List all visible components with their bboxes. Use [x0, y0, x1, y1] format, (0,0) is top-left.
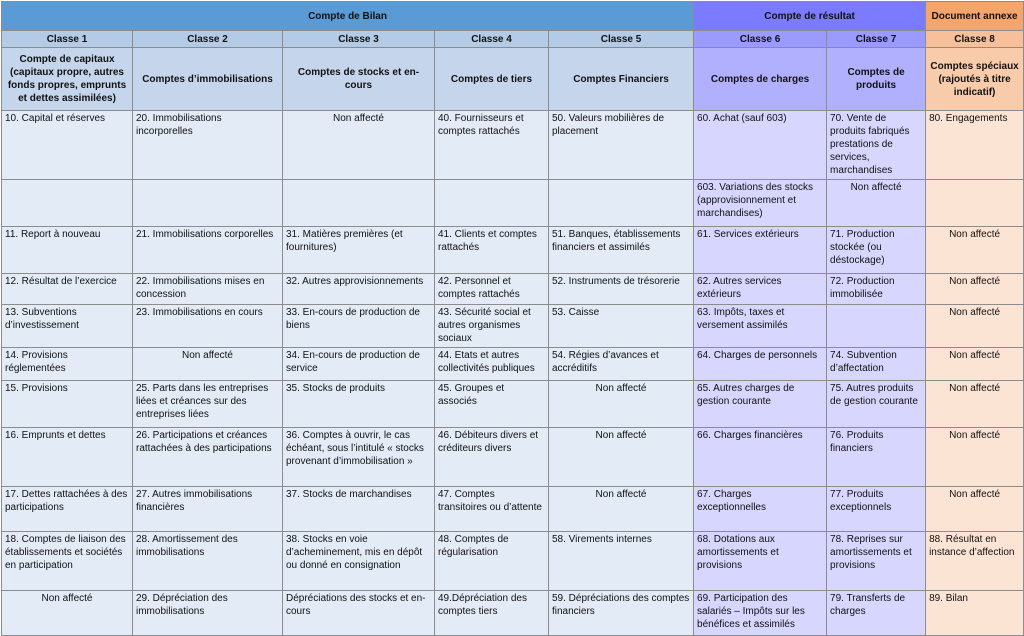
account-cell-class-7: 76. Produits financiers: [827, 428, 926, 487]
account-cell-class-3: 38. Stocks en voie d’acheminement, mis en dépôt ou donné en consignation: [283, 532, 435, 591]
account-cell-class-8: [926, 180, 1024, 227]
account-cell-class-3: 37. Stocks de marchandises: [283, 487, 435, 532]
account-cell-class-1: 12. Résultat de l’exercice: [2, 274, 133, 305]
account-cell-class-3: 33. En-cours de production de biens: [283, 305, 435, 348]
account-cell-class-1: 13. Subventions d’investissement: [2, 305, 133, 348]
account-cell-class-3: [283, 180, 435, 227]
account-row: [2, 381, 1024, 428]
account-cell-class-5: Non affecté: [549, 381, 694, 428]
account-cell-class-6: 63. Impôts, taxes et versement assimilés: [694, 305, 827, 348]
class-2-title: Comptes d’immobilisations: [133, 48, 283, 111]
account-cell-class-2: 26. Participations et créances rattachées à des participations: [133, 428, 283, 487]
account-cell-class-4: 47. Comptes transitoires ou d’attente: [435, 487, 549, 532]
account-cell-class-7: 77. Produits exceptionnels: [827, 487, 926, 532]
chart-of-accounts-table: [1, 1, 1024, 636]
account-cell-class-8: Non affecté: [926, 487, 1024, 532]
account-cell-class-8: Non affecté: [926, 348, 1024, 381]
account-row: [2, 348, 1024, 381]
account-cell-class-6: 61. Services extérieurs: [694, 227, 827, 274]
account-cell-class-1: 15. Provisions: [2, 381, 133, 428]
account-cell-class-1: 16. Emprunts et dettes: [2, 428, 133, 487]
class-1-title: Compte de capitaux (capitaux propre, autres fonds propres, emprunts et dettes assimilées): [2, 48, 133, 111]
account-cell-class-5: 52. Instruments de trésorerie: [549, 274, 694, 305]
account-row: [2, 274, 1024, 305]
account-row: [2, 111, 1024, 180]
account-cell-class-4: 46. Débiteurs divers et créditeurs divers: [435, 428, 549, 487]
account-cell-class-7: 72. Production immobilisée: [827, 274, 926, 305]
account-cell-class-6: 68. Dotations aux amortissements et provisions: [694, 532, 827, 591]
class-6-title: Comptes de charges: [694, 48, 827, 111]
account-cell-class-8: Non affecté: [926, 305, 1024, 348]
account-cell-class-4: 45. Groupes et associés: [435, 381, 549, 428]
account-cell-class-5: 51. Banques, établissements financiers et assimilés: [549, 227, 694, 274]
account-cell-class-3: 32. Autres approvisionnements: [283, 274, 435, 305]
account-row: [2, 591, 1024, 636]
class-7-title: Comptes de produits: [827, 48, 926, 111]
group-annexe: Document annexe: [926, 2, 1024, 31]
account-row: [2, 227, 1024, 274]
account-cell-class-8: Non affecté: [926, 274, 1024, 305]
account-cell-class-5: 53. Caisse: [549, 305, 694, 348]
class-8-header: Classe 8: [926, 31, 1024, 48]
account-cell-class-4: 44. Etats et autres collectivités publiques: [435, 348, 549, 381]
account-cell-class-6: 69. Participation des salariés – Impôts sur les bénéfices et assimilés: [694, 591, 827, 636]
account-cell-class-5: Non affecté: [549, 487, 694, 532]
account-cell-class-8: Non affecté: [926, 428, 1024, 487]
account-cell-class-2: [133, 180, 283, 227]
account-cell-class-5: [549, 180, 694, 227]
account-cell-class-2: 28. Amortissement des immobilisations: [133, 532, 283, 591]
account-cell-class-7: 70. Vente de produits fabriqués prestations de services, marchandises: [827, 111, 926, 180]
account-cell-class-3: 35. Stocks de produits: [283, 381, 435, 428]
account-cell-class-6: 60. Achat (sauf 603): [694, 111, 827, 180]
class-title-row: [2, 48, 1024, 111]
class-5-title: Comptes Financiers: [549, 48, 694, 111]
account-cell-class-6: 66. Charges financières: [694, 428, 827, 487]
account-cell-class-8: 80. Engagements: [926, 111, 1024, 180]
class-8-title: Comptes spéciaux (rajoutés à titre indicatif): [926, 48, 1024, 111]
account-cell-class-4: 48. Comptes de régularisation: [435, 532, 549, 591]
account-cell-class-4: 42. Personnel et comptes rattachés: [435, 274, 549, 305]
account-cell-class-3: Non affecté: [283, 111, 435, 180]
account-cell-class-1: Non affecté: [2, 591, 133, 636]
account-cell-class-1: 10. Capital et réserves: [2, 111, 133, 180]
account-cell-class-1: 17. Dettes rattachées à des participations: [2, 487, 133, 532]
account-row: [2, 305, 1024, 348]
account-cell-class-8: Non affecté: [926, 227, 1024, 274]
account-cell-class-4: 41. Clients et comptes rattachés: [435, 227, 549, 274]
group-bilan: Compte de Bilan: [2, 2, 694, 31]
account-cell-class-2: 20. Immobilisations incorporelles: [133, 111, 283, 180]
account-cell-class-8: 89. Bilan: [926, 591, 1024, 636]
account-cell-class-2: 29. Dépréciation des immobilisations: [133, 591, 283, 636]
account-cell-class-1: 14. Provisions réglementées: [2, 348, 133, 381]
account-cell-class-7: Non affecté: [827, 180, 926, 227]
account-row: [2, 180, 1024, 227]
account-cell-class-4: [435, 180, 549, 227]
account-cell-class-4: 43. Sécurité social et autres organismes sociaux: [435, 305, 549, 348]
account-cell-class-7: 78. Reprises sur amortissements et provisions: [827, 532, 926, 591]
account-cell-class-6: 65. Autres charges de gestion courante: [694, 381, 827, 428]
class-5-header: Classe 5: [549, 31, 694, 48]
account-cell-class-5: 50. Valeurs mobilières de placement: [549, 111, 694, 180]
account-cell-class-3: 31. Matières premières (et fournitures): [283, 227, 435, 274]
group-header-row: [2, 2, 1024, 31]
group-resultat: Compte de résultat: [694, 2, 926, 31]
account-row: [2, 487, 1024, 532]
class-3-header: Classe 3: [283, 31, 435, 48]
class-4-title: Comptes de tiers: [435, 48, 549, 111]
account-cell-class-5: 54. Régies d’avances et accréditifs: [549, 348, 694, 381]
account-cell-class-5: 58. Virements internes: [549, 532, 694, 591]
account-cell-class-6: 603. Variations des stocks (approvisionnement et marchandises): [694, 180, 827, 227]
account-cell-class-1: 18. Comptes de liaison des établissements et sociétés en participation: [2, 532, 133, 591]
account-row: [2, 532, 1024, 591]
account-cell-class-6: 62. Autres services extérieurs: [694, 274, 827, 305]
class-6-header: Classe 6: [694, 31, 827, 48]
account-cell-class-7: 79. Transferts de charges: [827, 591, 926, 636]
account-cell-class-4: 49.Dépréciation des comptes tiers: [435, 591, 549, 636]
account-cell-class-7: 71. Production stockée (ou déstockage): [827, 227, 926, 274]
class-3-title: Comptes de stocks et en-cours: [283, 48, 435, 111]
account-row: [2, 428, 1024, 487]
account-cell-class-2: Non affecté: [133, 348, 283, 381]
account-cell-class-2: 22. Immobilisations mises en concession: [133, 274, 283, 305]
account-cell-class-8: 88. Résultat en instance d’affection: [926, 532, 1024, 591]
account-cell-class-7: [827, 305, 926, 348]
account-cell-class-1: 11. Report à nouveau: [2, 227, 133, 274]
class-2-header: Classe 2: [133, 31, 283, 48]
account-cell-class-3: 36. Comptes à ouvrir, le cas échéant, sous l’intitulé « stocks provenant d’immobilisation »: [283, 428, 435, 487]
account-cell-class-2: 27. Autres immobilisations financières: [133, 487, 283, 532]
account-cell-class-1: [2, 180, 133, 227]
account-cell-class-3: 34. En-cours de production de service: [283, 348, 435, 381]
account-cell-class-6: 64. Charges de personnels: [694, 348, 827, 381]
account-cell-class-5: Non affecté: [549, 428, 694, 487]
class-4-header: Classe 4: [435, 31, 549, 48]
account-cell-class-5: 59. Dépréciations des comptes financiers: [549, 591, 694, 636]
class-1-header: Classe 1: [2, 31, 133, 48]
account-cell-class-7: 74. Subvention d’affectation: [827, 348, 926, 381]
account-cell-class-7: 75. Autres produits de gestion courante: [827, 381, 926, 428]
account-cell-class-6: 67. Charges exceptionnelles: [694, 487, 827, 532]
class-header-row: [2, 31, 1024, 48]
account-cell-class-3: Dépréciations des stocks et en-cours: [283, 591, 435, 636]
account-cell-class-2: 25. Parts dans les entreprises liées et créances sur des entreprises liées: [133, 381, 283, 428]
account-cell-class-4: 40. Fournisseurs et comptes rattachés: [435, 111, 549, 180]
account-cell-class-8: Non affecté: [926, 381, 1024, 428]
account-cell-class-2: 21. Immobilisations corporelles: [133, 227, 283, 274]
account-cell-class-2: 23. Immobilisations en cours: [133, 305, 283, 348]
class-7-header: Classe 7: [827, 31, 926, 48]
